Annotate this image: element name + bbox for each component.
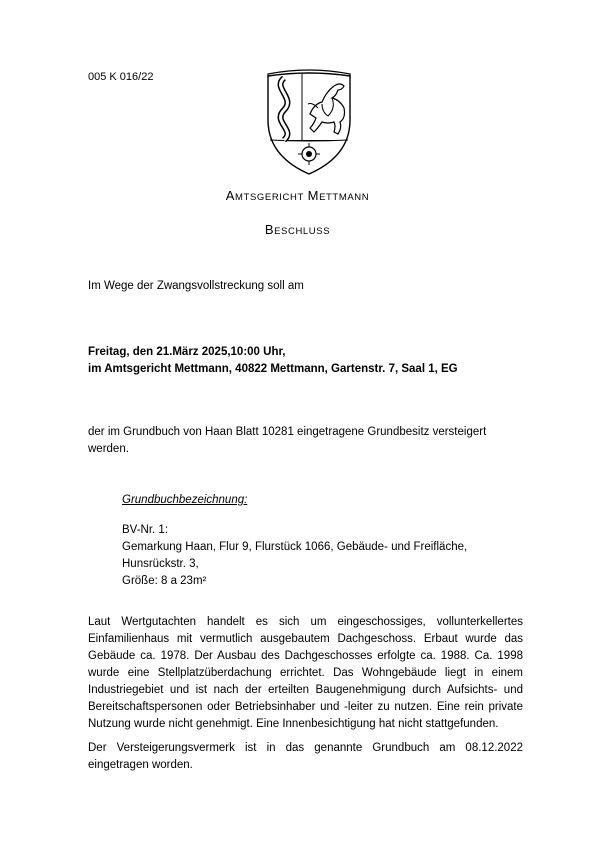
paragraph-line: Einfamilienhaus mit vermutlich ausgebautem Dachgeschoss. Erbaut wurde das — [88, 633, 523, 645]
paragraph-line: wurde eine Stellplatzüberdachung errichtet. Das Wohngebäude liegt in einem — [88, 667, 523, 679]
court-name-rest-1: MTSGERICHT — [235, 192, 304, 203]
wertgutachten-paragraph — [88, 614, 523, 733]
grundbuch-details — [122, 522, 467, 590]
court-name — [0, 188, 595, 203]
coat-of-arms-emblem — [262, 68, 356, 176]
document-type-initial: B — [264, 222, 275, 237]
vermerk-paragraph — [88, 740, 523, 774]
appointment-date: Freitag, den 21.März 2025,10:00 Uhr, — [88, 346, 286, 358]
case-number: 005 K 016/22 — [88, 71, 154, 83]
paragraph-line: Industriegebiet und ist nach der erteilten Baugenehmigung durch Aufsichts- und — [88, 684, 523, 696]
paragraph-line: Der Versteigerungsvermerk ist in das genannte Grundbuch am 08.12.2022 — [88, 742, 523, 754]
grundbuch-line: Größe: 8 a 23m² — [122, 575, 207, 587]
grundbuch-line: BV-Nr. 1: — [122, 524, 169, 536]
court-name-initial-1: A — [225, 188, 236, 203]
paragraph-line: Laut Wertgutachten handelt es sich um eingeschossiges, vollunterkellertes — [88, 616, 523, 628]
object-description: der im Grundbuch von Haan Blatt 10281 eingetragene Grundbesitz versteigert werden. — [88, 426, 487, 455]
grundbuch-heading: Grundbuchbezeichnung: — [122, 494, 248, 506]
court-name-initial-2: M — [307, 188, 320, 203]
grundbuch-line: Gemarkung Haan, Flur 9, Flurstück 1066, Gebäude- und Freifläche, — [122, 541, 468, 553]
appointment-place: im Amtsgericht Mettmann, 40822 Mettmann, Gartenstr. 7, Saal 1, EG — [88, 363, 458, 375]
paragraph-line: Nutzung wurde nicht genehmigt. Eine Innenbesichtigung hat nicht stattgefunden. — [88, 718, 499, 730]
paragraph-line: Gebäude ca. 1978. Der Ausbau des Dachgeschosses erfolgte ca. 1988. Ca. 1998 — [88, 650, 523, 662]
paragraph-line: eingetragen worden. — [88, 759, 193, 771]
appointment-block — [88, 344, 458, 378]
grundbuch-line: Hunsrückstr. 3, — [122, 558, 199, 570]
document-type — [0, 222, 595, 237]
court-name-rest-2: ETTMANN — [319, 192, 370, 203]
intro-text: Im Wege der Zwangsvollstreckung soll am — [88, 280, 304, 292]
paragraph-line: Bereitschaftspersonen oder Betriebsinhaber und -leiter zu nutzen. Eine rein private — [88, 701, 523, 713]
document-type-rest: ESCHLUSS — [274, 226, 331, 237]
